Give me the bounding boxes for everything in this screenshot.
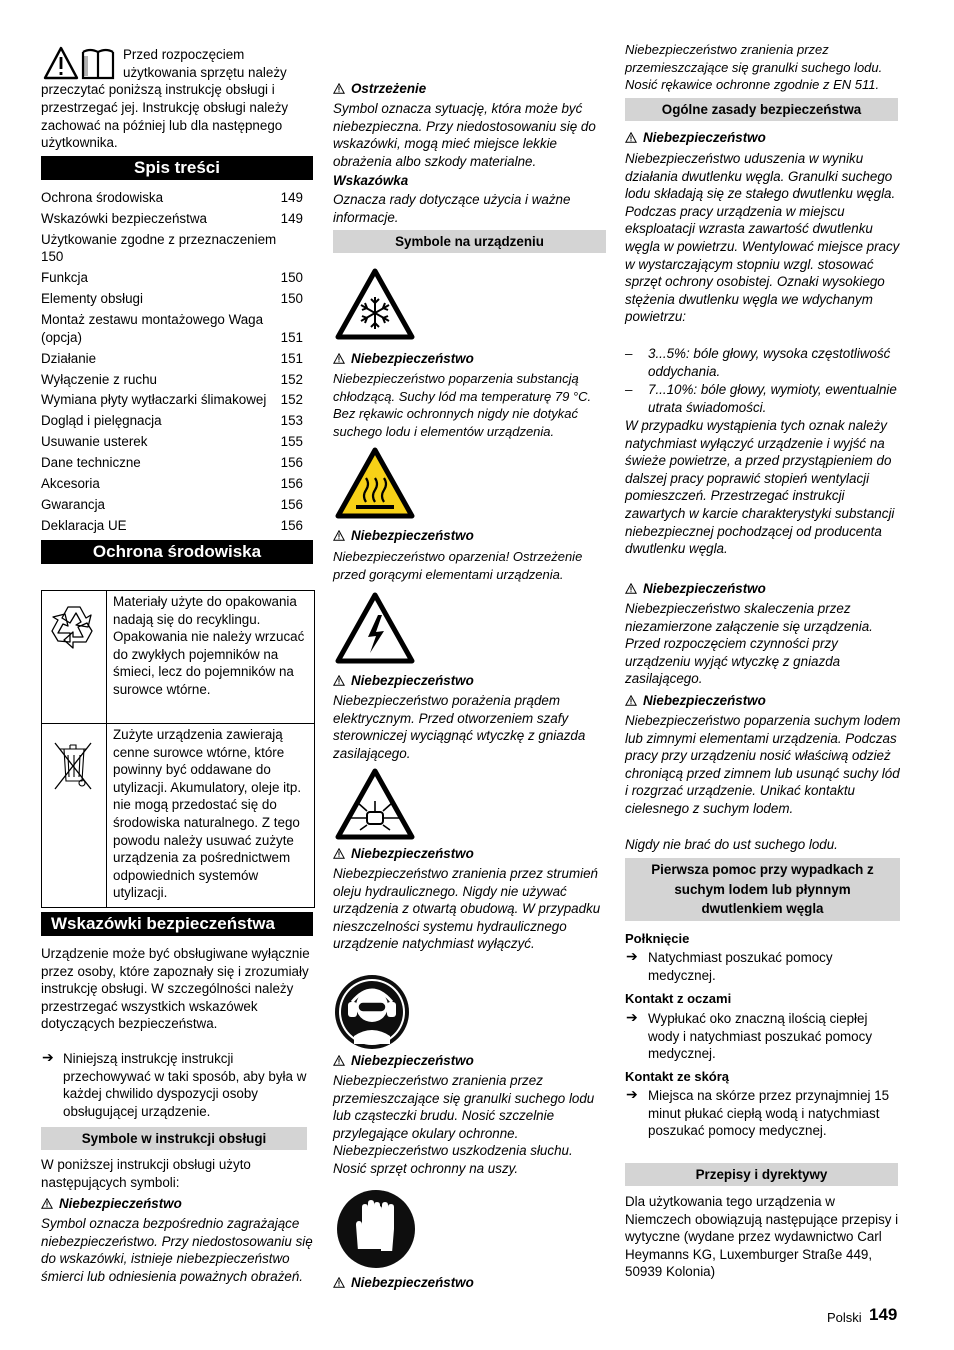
eyes-text: Wypłukać oko znaczną ilością ciepłej wody i natychmiast poszukać pomocy medycznej. — [648, 1011, 873, 1062]
swallow-label: Połknięcie — [625, 931, 690, 946]
toc-item-label: Elementy obsługi — [41, 291, 143, 307]
device-symbol-1-text: Niebezpieczeństwo poparzenia substancją chłodzącą. Suchy lód ma temperaturę 79 °C. Bez rękawic ochronnych nigdy nie dotykać suchego lodu i elementów urządzenia. — [333, 371, 592, 439]
dash-marker: – — [625, 382, 633, 397]
danger-text: Symbol oznacza bezpośrednio zagrażające niebezpieczeństwo. Przy niedostosowaniu się do wskazówki, istnieje niebezpieczeństwo śmierci lub odniesienia poważnych obrażeń. — [41, 1216, 313, 1284]
device-symbol-5-label: Niebezpieczeństwo — [351, 1053, 474, 1068]
page-number: 149 — [869, 1305, 898, 1324]
first-aid-title-line-1: Pierwsza pomoc przy wypadkach z — [651, 862, 874, 877]
warning-triangle-icon — [333, 83, 345, 94]
warning-triangle-icon — [333, 675, 345, 686]
toc-item-page: 149 — [280, 210, 303, 226]
safety-bullet: Niniejszą instrukcję instrukcji przechowywać w taki sposób, aby była w każdej chwilido dyspozycji osoby obsługującej urządzenie. — [63, 1051, 307, 1119]
swallow-text: Natychmiast poszukać pomocy medycznej. — [648, 950, 833, 983]
arrow-icon: ➔ — [626, 948, 638, 964]
safety-text: Urządzenie może być obsługiwane wyłącznie przez osoby, które zapoznały się i zrozumiały instrukcję obsługi. W szczególności należy przestrzegać wszystkich wskazówek dotyczących bezpieczeństwa. — [41, 946, 310, 1032]
hot-surface-icon — [334, 446, 416, 520]
general-dash-1: 3...5%: bóle głowy, wysoka częstotliwość oddychania. — [648, 346, 891, 379]
skin-text: Miejsca na skórze przez przynajmniej 15 minut płukać ciepłą wodą i natychmiast poszukać pomocy medycznej. — [648, 1088, 890, 1139]
general-text-1b: W przypadku wystąpienia tych oznak należy natychmiast wyłączyć urządzenie i wyjść na świeże powietrze, a przed przystąpieniem do dalszej pracy poprawić stopień wentylacji pomieszczeń. Przestrzegać instrukcji zawartych w karcie charakterystyki substancji niebezpiecznej pochodzącej od producenta dwutlenku węgla. — [625, 418, 895, 557]
cold-hazard-icon — [334, 267, 416, 341]
general-text-1: Niebezpieczeństwo uduszenia w wyniku działania dwutlenku węgla. Granulki suchego lodu składają się ze stałego dwutlenku węgla. Podczas pracy urządzenia w miejscu eksploatacji wzrasta zawartość dwutlenku węgla w powietrzu. Wentylować miejsce pracy w wystarczającym stopniu wzgl. stosować sprzęt ochrony osobistej. Oznaki wysokiego stężenia dwutlenku węgla we wdychanym powietrzu: — [625, 151, 900, 325]
toc-item-page: 151 — [280, 329, 303, 345]
intro-line-3: przeczytać poniższą instrukcję obsługi i — [41, 82, 275, 97]
toc-item[interactable] — [41, 371, 303, 389]
safety-heading: Wskazówki bezpieczeństwa — [41, 912, 313, 936]
regulations-text: Dla użytkowania tego urządzenia w Niemczech obowiązują następujące przepisy i wytyczne (wydane przez wydawnictwo Carl Heymanns KG, Luxemburger Straße 449, 50939 Kolonia) — [625, 1194, 899, 1280]
toc-item-label: Usuwanie usterek — [41, 434, 148, 450]
device-symbol-2-label: Niebezpieczeństwo — [351, 528, 474, 543]
toc-item-page: 155 — [280, 434, 303, 450]
crossed-bin-icon — [52, 737, 94, 793]
caution-label: Ostrzeżenie — [333, 80, 426, 98]
electric-hazard-icon — [334, 591, 416, 665]
device-symbol-5-text: Niebezpieczeństwo zranienia przez przemieszczające się granulki suchego lodu lub cząsteczki brudu. Nosić szczelnie przylegające okulary ochronne. Niebezpieczeństwo uszkodzenia słuchu. Nosić sprzęt ochronny na uszy. — [333, 1073, 595, 1176]
skin-label: Kontakt ze skórą — [625, 1069, 730, 1084]
device-symbol-6-label: Niebezpieczeństwo — [351, 1275, 474, 1290]
general-dash-2: 7...10%: bóle głowy, wymioty, ewentualnie utrata świadomości. — [648, 382, 897, 415]
general-text-2: Niebezpieczeństwo skaleczenia przez niezamierzone załączenie się urządzenia. Przed rozpoczęciem czynności przy urządzeniu wyjąć wtyczkę z gniazda zasilającego. — [625, 601, 873, 687]
toc-item-label: Ochrona środowiska — [41, 190, 164, 205]
symbols-manual-intro: W poniższej instrukcji obsługi użyto następujących symboli: — [41, 1157, 251, 1190]
general-safety-heading: Ogólne zasady bezpieczeństwa — [625, 98, 898, 121]
device-symbol-1-label: Niebezpieczeństwo — [351, 351, 474, 366]
arrow-icon: ➔ — [626, 1009, 638, 1025]
toc-item-page: 149 — [280, 190, 303, 205]
device-symbol-4-label: Niebezpieczeństwo — [351, 846, 474, 861]
toc-item-page: 150 — [280, 270, 303, 286]
toc-item-label: Wskazówki bezpieczeństwa — [41, 210, 207, 226]
toc-item[interactable] — [41, 454, 303, 472]
goggles-ear-protection-icon — [334, 974, 410, 1050]
warning-triangle-icon — [333, 530, 345, 541]
toc-item-label: Deklaracja UE — [41, 517, 127, 533]
toc-item-page: 153 — [280, 413, 303, 429]
warning-manual-icon — [43, 46, 115, 80]
toc-item-page: 156 — [280, 476, 303, 491]
warning-triangle-icon — [333, 1277, 345, 1288]
device-symbol-2-text: Niebezpieczeństwo oparzenia! Ostrzeżenie przed gorącymi elementami urządzenia. — [333, 549, 583, 582]
toc-item-page: 151 — [280, 350, 303, 366]
toc-item-page: 156 — [280, 517, 303, 533]
caution-text: Symbol oznacza sytuację, która może być niebezpieczna. Przy niedostosowaniu się do wskazówki, mogą mieć miejsce lekkie obrażenia albo szkody materialne. — [333, 101, 596, 169]
warning-triangle-icon — [333, 353, 345, 364]
protective-gloves-icon — [336, 1189, 416, 1269]
toc-item[interactable] — [41, 189, 303, 207]
toc-item[interactable] — [41, 433, 303, 451]
toc-item[interactable] — [41, 269, 303, 287]
device-symbol-3-label: Niebezpieczeństwo — [351, 673, 474, 688]
intro-line-6: użytkownika. — [41, 135, 118, 150]
toc-item[interactable] — [41, 391, 303, 409]
intro-line-4: przestrzegać jej. Instrukcję obsługi należy — [41, 100, 289, 115]
warning-triangle-icon — [333, 1055, 345, 1066]
arrow-icon: ➔ — [626, 1086, 638, 1102]
toc-item-page: 156 — [280, 496, 303, 512]
warning-triangle-icon — [625, 132, 637, 143]
regulations-heading: Przepisy i dyrektywy — [625, 1163, 898, 1186]
recycling-icon — [48, 601, 100, 653]
toc-item[interactable] — [41, 475, 303, 493]
first-aid-title-line-3: dwutlenkiem węgla — [701, 901, 824, 916]
toc-item[interactable] — [41, 496, 303, 514]
toc-item[interactable] — [41, 350, 303, 368]
toc-item-label: Użytkowanie zgodne z przeznaczeniem — [41, 231, 277, 247]
toc-item-page: 152 — [280, 371, 303, 387]
note-label: Wskazówka — [333, 173, 409, 188]
intro-line-2: użytkowania sprzętu należy — [123, 65, 287, 80]
toc-item-label: Wymiana płyty wytłaczarki ślimakowej — [41, 392, 267, 408]
warning-triangle-icon — [625, 695, 637, 706]
footer-language: Polski — [827, 1310, 862, 1325]
first-aid-heading — [625, 858, 900, 921]
toc-item-label: Akcesoria — [41, 476, 100, 491]
general-text-3: Niebezpieczeństwo poparzenia suchym lodem lub zimnymi elementami urządzenia. Podczas pracy przy urządzeniu nosić właściwą odzież chroniącą przed zimnem lub usunąć suchy lód i rozgrzać urządzenie. Unikać kontaktu cielesnego z suchym lodem. — [625, 713, 901, 816]
eyes-label: Kontakt z oczami — [625, 991, 732, 1006]
toc-item-label: Gwarancja — [41, 496, 106, 512]
toc-item-label: Funkcja — [41, 270, 88, 286]
general-text-3b: Nigdy nie brać do ust suchego lodu. — [625, 837, 838, 852]
toc-item-page: 156 — [280, 455, 303, 471]
general-label-3: Niebezpieczeństwo — [643, 693, 766, 708]
toc-item-page: 150 — [280, 291, 303, 307]
first-aid-title-line-2: suchym lodem lub płynnym — [674, 881, 851, 897]
symbols-device-heading: Symbole na urządzeniu — [333, 230, 606, 253]
device-symbol-6-text: Niebezpieczeństwo zranienia przez przemieszczające się granulki suchego lodu. Nosić rękawice ochronne zgodnie z EN 511. — [625, 42, 883, 93]
toc-item[interactable] — [41, 290, 303, 308]
dash-marker: – — [625, 346, 633, 361]
toc-item[interactable] — [41, 210, 303, 228]
env-heading: Ochrona środowiska — [41, 540, 313, 564]
intro-line-5: zachować na później lub dla następnego — [41, 118, 283, 133]
intro-line-1: Przed rozpoczęciem — [123, 47, 245, 62]
arrow-icon: ➔ — [42, 1049, 54, 1065]
device-symbol-3-text: Niebezpieczeństwo porażenia prądem elektrycznym. Przed otworzeniem szafy sterowniczej wyciągnąć wtyczkę z gniazda zasilającego. — [333, 693, 586, 761]
danger-label: Niebezpieczeństwo — [41, 1195, 182, 1213]
toc-heading: Spis treści — [41, 156, 313, 180]
warning-triangle-icon — [333, 848, 345, 859]
hydraulic-jet-icon — [334, 767, 416, 841]
toc-item-page: 152 — [280, 392, 303, 408]
note-text: Oznacza rady dotyczące użycia i ważne informacje. — [333, 192, 571, 225]
warning-triangle-icon — [41, 1198, 53, 1209]
toc-item-label: Dane techniczne — [41, 455, 141, 471]
toc-item-label: Montaż zestawu montażowego Waga (opcja) — [41, 312, 264, 345]
device-symbol-4-text: Niebezpieczeństwo zranienia przez strumień oleju hydraulicznego. Nigdy nie używać urządzenia z otwartą obudową. W przypadku nieszczelności systemu hydraulicznego urządzenie natychmiast wyłączyć. — [333, 866, 601, 952]
symbols-manual-heading: Symbole w instrukcji obsługi — [41, 1127, 307, 1150]
toc-item[interactable] — [41, 311, 303, 346]
general-label-2: Niebezpieczeństwo — [643, 581, 766, 596]
toc-item[interactable] — [41, 412, 303, 430]
toc-item-label: Działanie — [41, 350, 97, 366]
toc-item[interactable] — [41, 231, 303, 265]
warning-triangle-icon — [625, 583, 637, 594]
toc-item[interactable] — [41, 517, 303, 535]
toc-item-label: Dogląd i pielęgnacja — [41, 413, 162, 429]
env-weee-text: Zużyte urządzenia zawierają cenne surowce wtórne, które powinny być oddawane do utylizacji. Akumulatory, oleje itp. nie mogą przedostać się do środowiska naturalnego. Z tego powodu należy usuwać zużyte urządzenia za pośrednictwem odpowiednich systemów utylizacji. — [113, 727, 302, 901]
toc-item-label: Wyłączenie z ruchu — [41, 371, 157, 387]
general-label-1: Niebezpieczeństwo — [643, 130, 766, 145]
env-recycle-text: Materiały użyte do opakowania nadają się do recyklingu. Opakowania nie należy wrzucać do zwykłych pojemników na śmieci, lecz do pojemników na surowce wtórne. — [113, 594, 305, 697]
toc-item-page: 150 — [41, 249, 64, 265]
